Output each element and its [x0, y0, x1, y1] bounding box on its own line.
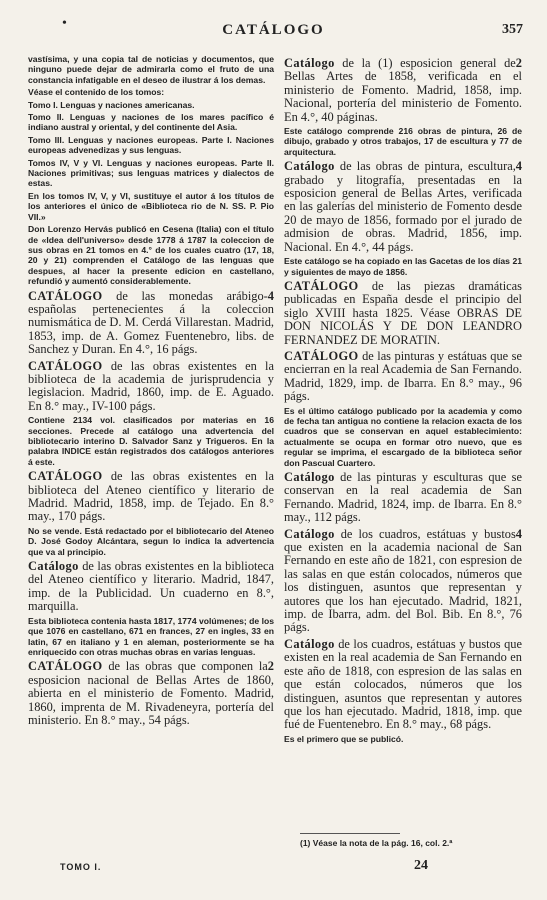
printer-mark: •	[62, 16, 67, 31]
entry-mark: 2	[515, 56, 522, 70]
catalog-entry	[284, 160, 522, 254]
entry-note: Es el primero que se publicó.	[284, 733, 404, 744]
entry-heading: Catálogo	[284, 526, 335, 541]
entry-heading: CATÁLOGO	[28, 659, 103, 674]
entry-note: vastísima, y una copia tal de noticias y documentos, que ninguno puede dejar de admirarla como el fruto de una constancia infatigable en el deseo de ilustrar á los demas.	[28, 54, 274, 85]
entry-text: de las obras existentes en la biblioteca del Ateneo científico y literario de Madrid. Madrid, 1858, imp. de Tejado. En 8.° may., 170 págs.	[28, 469, 274, 524]
left-column	[28, 54, 274, 729]
entry-heading: Catálogo	[284, 56, 335, 70]
catalog-entry	[28, 560, 274, 614]
entry-text: de los cuadros, estátuas y bustos que existen en la academia nacional de San Fernando en este año de 1821, con espresion de las salas en que están colocados, números que los distinguen, asuntos que representan y autores que los han ejecutado. Madrid, 1821, imp. de Ibarra, adm. del Bol. Bib. En 8.°, 76 págs.	[284, 526, 522, 635]
entry-note: En los tomos IV, V, y VI, sustituye el autor á los títulos de los anteriores el único de «Biblioteca rio de N. SS. P. Pio VII.»	[28, 190, 274, 222]
entry-heading: Catálogo	[28, 559, 79, 574]
entry-heading: Catálogo	[284, 470, 335, 484]
signature-mark: 24	[414, 858, 428, 873]
entry-note: Véase el contenido de los tomos:	[28, 87, 165, 98]
entry-heading: Catálogo	[284, 159, 335, 174]
entry-mark: 4	[515, 526, 522, 541]
catalog-entry	[284, 528, 522, 635]
entry-text: de las obras que componen la esposicion nacional de Bellas Artes de 1860, abierta en el ministerio de Fomento. Madrid, 1860, imprenta de M. Rivadeneyra, portería del ministerio. En 8.° may., 54 págs.	[28, 659, 274, 727]
catalog-entry	[284, 471, 522, 525]
entry-note: Tomo III. Lenguas y naciones europeas. Parte I. Naciones europeas advenedizas y sus lenguas.	[28, 134, 274, 156]
catalog-entry	[28, 470, 274, 524]
footnote: (1) Véase la nota de la pág. 16, col. 2.ª	[300, 838, 453, 848]
entry-text: de las obras de pintura, escultura, grabado y litografía, presentadas en la esposicion general de Bellas Artes, verificada en las galerías del ministerio de Fomento desde 20 de mayo de 1856, formado por el jurado de admision de obras. Madrid, 1856, imp. Nacional. En 4.°, 44 págs.	[284, 159, 522, 254]
page-header	[24, 16, 523, 42]
catalog-entry	[284, 280, 522, 347]
entry-mark: 4	[515, 159, 522, 174]
entry-heading: CATÁLOGO	[28, 469, 103, 484]
catalog-entry	[284, 57, 522, 124]
footnote-rule	[300, 833, 400, 834]
right-column	[284, 54, 522, 746]
volume-label: TOMO I.	[60, 862, 102, 872]
entry-heading: CATÁLOGO	[28, 358, 103, 373]
entry-heading: CATÁLOGO	[284, 348, 359, 363]
entry-note: Tomos IV, V y VI. Lenguas y naciones europeas. Parte II. Naciones primitivas; sus lenguas matrices y dialectos de estas.	[28, 157, 274, 189]
entry-text: de las monedas arábigo-españolas pertenecientes á la coleccion numismática de D. M. Cerdá Villarestan. Madrid, 1853, imp. de A. Gomez Fuentenebro, libs. de Sanchez y Duran. En 4.°, 16 págs.	[28, 288, 274, 357]
catalog-entry	[28, 290, 274, 357]
entry-heading: CATÁLOGO	[284, 278, 359, 293]
entry-heading: Catálogo	[284, 636, 335, 651]
entry-text: de las obras existentes en la biblioteca del Ateneo científico y literario. Madrid, 1847, imp. de la Publicidad. Un cuaderno en 8.°, marquilla.	[28, 559, 274, 614]
running-title: CATÁLOGO	[222, 22, 325, 38]
entry-text: de las piezas dramáticas publicadas en España desde el principio del siglo XVIII hasta 1825. Véase OBRAS DE DON NICOLÁS Y DE DON LEANDRO FERNANDEZ DE MORATIN.	[284, 278, 522, 347]
entry-note: Este catálogo comprende 216 obras de pintura, 26 de dibujo, grabado y otros trabajos, 17 de escultura y 77 de arquitectura.	[284, 126, 522, 157]
catalog-entry	[284, 638, 522, 732]
entry-note: Esta biblioteca contenia hasta 1817, 1774 volúmenes; de los que 1076 en castellano, 671 en frances, 27 en ingles, 33 en latin, 67 en italiano y 1 en aleman, posteriormente se ha enriquecido con otras muchas obras en varias lenguas.	[28, 615, 274, 657]
catalog-entry	[28, 360, 274, 414]
entry-note: Tomo I. Lenguas y naciones americanas.	[28, 99, 195, 110]
entry-text: de las obras existentes en la biblioteca de la academia de jurisprudencia y legislacion. Madrid, 1860, imp. de E. Aguado. En 8.° may., IV-100 págs.	[28, 358, 274, 413]
entry-text: de las pinturas y esculturas que se conservan en la real academia de San Fernando. Madrid, 1824, imp. de Ibarra. En 8.° may., 112 págs.	[284, 470, 522, 525]
entry-note: Contiene 2134 vol. clasificados por materias en 16 secciones. Precede al catálogo una advertencia del bibliotecario interino D. Salvador Sanz y Trigueros. En la palabra INDICE están registrados dos catálogos anteriores á este.	[28, 415, 274, 467]
catalog-entry	[28, 660, 274, 727]
entry-mark: 2	[267, 659, 274, 674]
catalog-entry	[284, 350, 522, 404]
entry-text: de los cuadros, estátuas y bustos que existen en la real academia de San Fernando en este año de 1818, con espresion de las salas en que están colocados, números que los distinguen, asuntos que representan y autores que los han ejecutado. Madrid, 1818, imp. que fué de Fuentenebro. En 8.° may., 68 págs.	[284, 636, 522, 732]
entry-note: Tomo II. Lenguas y naciones de los mares pacífico é indiano austral y oriental, y del continente del Asia.	[28, 112, 274, 133]
entry-heading: CATÁLOGO	[28, 288, 103, 303]
entry-note: Don Lorenzo Hervás publicó en Cesena (Italia) con el título de «Idea dell'universo» desde 1778 á 1787 la coleccion de sus obras en 21 tomos en 4.° de los cuales cuatro (17, 18, 20 y 21) comprenden el Catálogo de las lenguas que despues, al hacer la presente edicion en castellano, refundió y aumentó considerablemente.	[28, 224, 274, 287]
entry-note: No se vende. Está redactado por el bibliotecario del Ateneo D. José Godoy Alcántara, segun lo indica la advertencia que va al principio.	[28, 525, 274, 557]
entry-text: de las pinturas y estátuas que se encierran en la real Academia de San Fernando. Madrid, 1829, imp. de Ibarra. En 8.° may., 96 págs.	[284, 348, 522, 404]
entry-text: de la (1) esposicion general de Bellas Artes de 1858, verificada en el ministerio de Fomento. Madrid, 1858, imp. Nacional, portería del ministerio de Fomento. En 4.°, 40 páginas.	[284, 56, 522, 124]
entry-note: Este catálogo se ha copiado en las Gacetas de los días 21 y siguientes de mayo de 1856.	[284, 256, 522, 277]
entry-mark: 4	[267, 288, 274, 303]
page-number: 357	[502, 22, 523, 37]
entry-note: Es el último catálogo publicado por la academia y como de fecha tan antigua no contiene la relacion exacta de los cuadros que se conservan en aquel establecimiento: actualmente se ocupa en formar otro nuevo, que es regular se imprima, el escargado de la biblioteca señor don Pascual Cuartero.	[284, 405, 522, 468]
